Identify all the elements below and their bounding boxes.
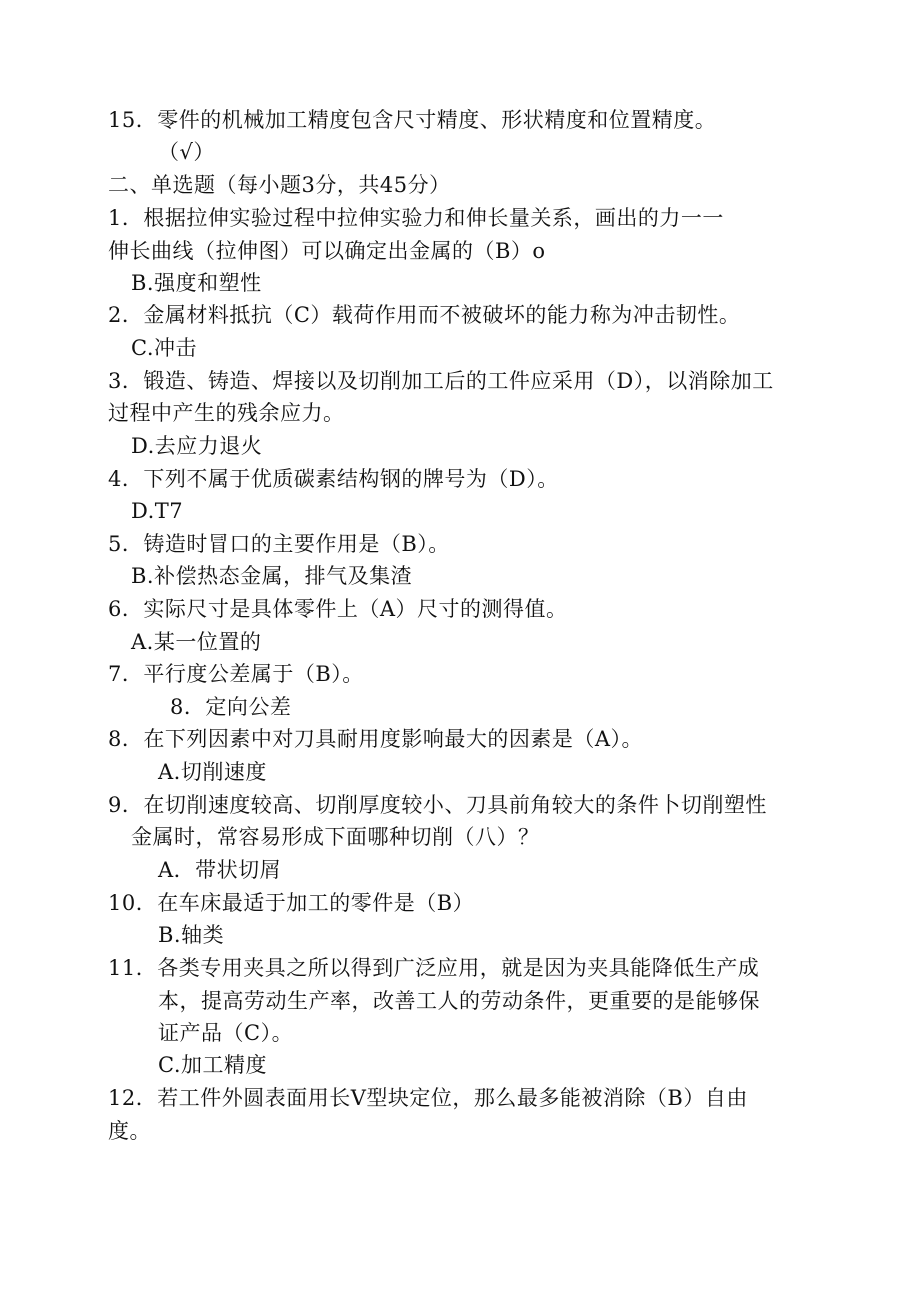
question-9-line-1: 9．在切削速度较高、切削厚度较小、刀具前角较大的条件卜切削塑性 — [108, 793, 767, 817]
question-12-line-1: 12．若工件外圆表面用长V型块定位，那么最多能被消除（B）自由 — [108, 1086, 748, 1110]
section-heading: 二、单选题（每小题3分，共45分） — [108, 173, 451, 197]
question-8: 8．在下列因素中对刀具耐用度影响最大的因素是（A）。 — [108, 727, 644, 751]
question-11-line-1: 11．各类专用夹具之所以得到广泛应用，就是因为夹具能降低生产成 — [108, 956, 760, 980]
question-4: 4．下列不属于优质碳素结构钢的牌号为（D）。 — [108, 467, 559, 491]
question-10-answer: B.轴类 — [158, 923, 225, 947]
question-6-answer: A.某一位置的 — [131, 630, 262, 654]
question-9-answer: A．带状切屑 — [158, 858, 282, 882]
question-3-line-1: 3．锻造、铸造、焊接以及切削加工后的工件应采用（D），以消除加工 — [108, 369, 774, 393]
question-6: 6．实际尺寸是具体零件上（A）尺寸的测得值。 — [108, 597, 568, 621]
question-11-answer: C.加工精度 — [158, 1053, 267, 1077]
question-10: 10．在车床最适于加工的零件是（B） — [108, 891, 475, 915]
question-5-answer: B.补偿热态金属，排气及集渣 — [131, 564, 413, 588]
question-2-answer: C.冲击 — [131, 336, 197, 360]
question-7: 7．平行度公差属于（B）。 — [108, 662, 364, 686]
question-8-answer: A.切削速度 — [158, 760, 267, 784]
question-1-answer: B.强度和塑性 — [131, 271, 262, 295]
question-2: 2．金属材料抵抗（C）载荷作用而不被破坏的能力称为冲击韧性。 — [108, 303, 741, 327]
question-11-line-2: 本，提高劳动生产率，改善工人的劳动条件，更重要的是能够保 — [158, 989, 760, 1013]
question-3-answer: D.去应力退火 — [131, 434, 263, 458]
question-12-line-2: 度。 — [108, 1119, 151, 1143]
question-1-line-1: 1．根据拉伸实验过程中拉伸实验力和伸长量关系，画出的力一一 — [108, 206, 724, 230]
question-1-line-2: 伸长曲线（拉伸图）可以确定出金属的（B）o — [108, 239, 546, 263]
question-9-line-2: 金属时，常容易形成下面哪种切削（八）？ — [131, 825, 540, 849]
question-15-answer: （√） — [158, 140, 215, 164]
question-4-answer: D.T7 — [131, 499, 184, 523]
question-7-answer: 8．定向公差 — [170, 695, 292, 719]
question-3-line-2: 过程中产生的残余应力。 — [108, 401, 345, 425]
question-5: 5．铸造时冒口的主要作用是（B）。 — [108, 532, 450, 556]
question-11-line-3: 证产品（C）。 — [158, 1021, 294, 1045]
question-15-statement: 15．零件的机械加工精度包含尺寸精度、形状精度和位置精度。 — [108, 108, 717, 132]
